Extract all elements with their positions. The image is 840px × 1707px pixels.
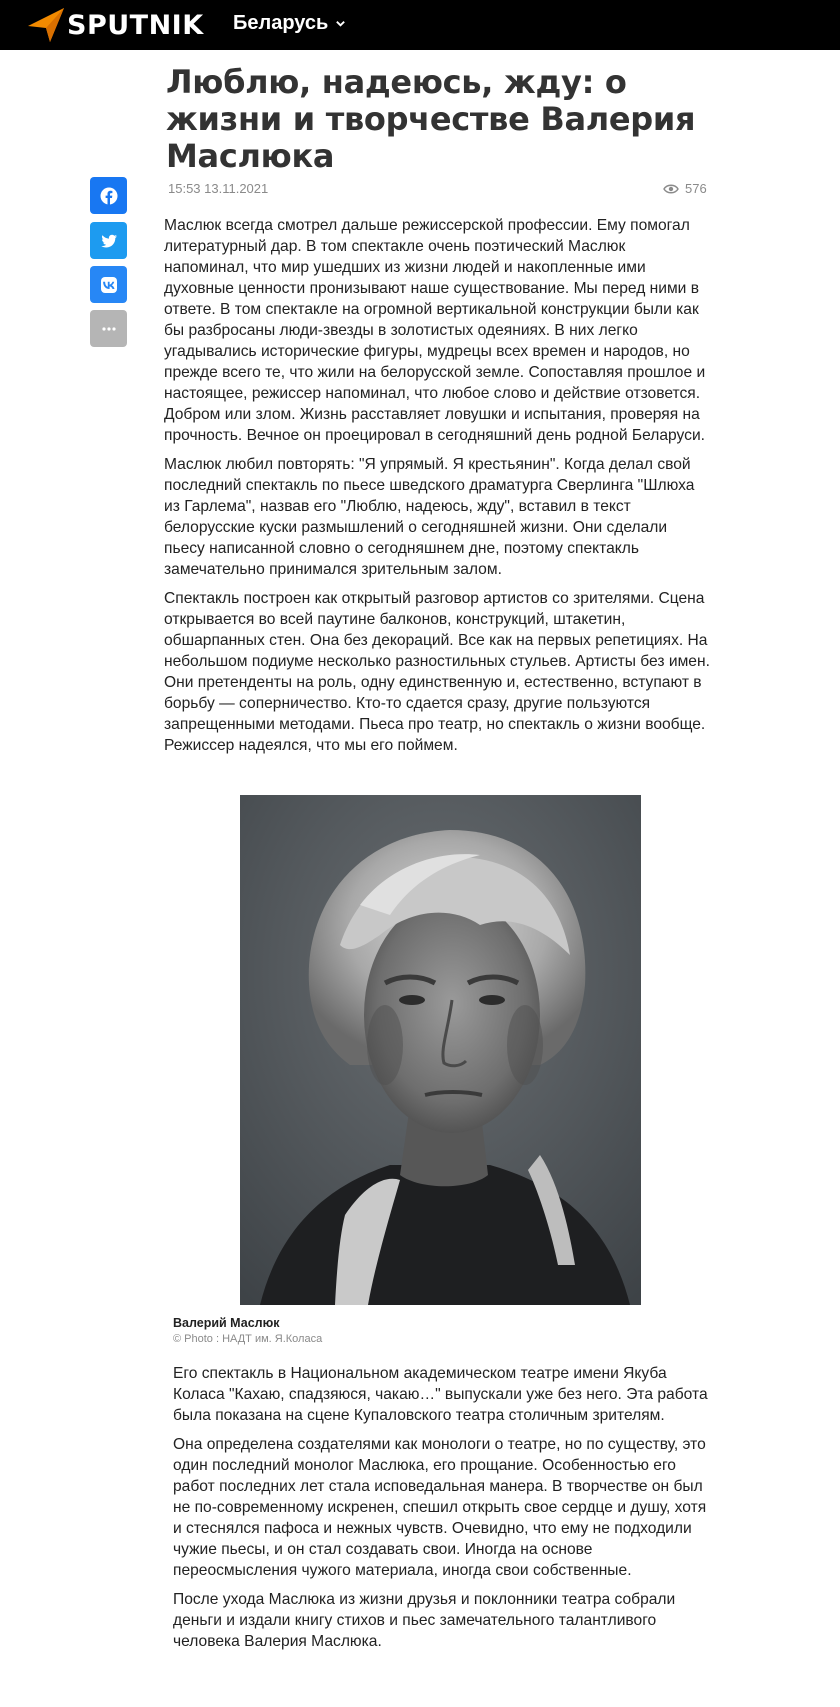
eye-icon <box>663 183 679 195</box>
portrait-image <box>240 795 641 1305</box>
photo-caption: Валерий Маслюк <box>173 1316 280 1330</box>
region-selector[interactable] <box>233 12 346 35</box>
paragraph: Спектакль построен как открытый разговор артистов со зрителями. Сцена открывается во всей паутине балконов, конструкций, штакетин, обшарпанных стен. Она без декораций. Все как на первых репетициях. На небольшом подиуме несколько разностильных стульев. Артисты без имен. Они претенденты на роль, одну единственную и, естественно, вступают в борьбу — соперничество. Кто-то сдается сразу, другие пользуются запрещенными методами. Пьеса про театр, но спектакль о жизни вообще. Режиссер надеялся, что мы его поймем. <box>164 590 710 754</box>
share-facebook-button[interactable] <box>90 177 127 214</box>
article-title: Люблю, надеюсь, жду: о жизни и творчестве Валерия Маслюка <box>166 63 696 175</box>
paragraph: Его спектакль в Национальном академическом театре имени Якуба Коласа "Кахаю, спадзяюся, чакаю…" выпускали уже без него. Эта работа была показана на сцене Купаловского театра столичным зрителям. <box>173 1365 708 1424</box>
sputnik-logo[interactable] <box>26 7 204 43</box>
vk-icon <box>100 276 118 294</box>
view-count: 576 <box>685 181 707 196</box>
logo-text: SPUTNIK <box>67 9 204 41</box>
share-vk-button[interactable] <box>90 266 127 303</box>
view-counter <box>663 181 707 196</box>
paragraph: Она определена создателями как монологи о театре, но по существу, это один последний монолог Маслюка, его прощание. Особенностью его работ последних лет стала исповедальная манера. В творчестве он был не по-современному искренен, спешил открыть свое сердце и душу, хотя и стеснялся пафоса и нежных чувств. Очевидно, что ему не подходили чужие пьесы, и он стал создавать свои. Иногда на основе переосмысления чужого материала, иногда свои собственные. <box>173 1436 707 1579</box>
portrait-photo[interactable] <box>240 795 641 1305</box>
article-body <box>164 215 710 764</box>
photo-credit: © Photo : НАДТ им. Я.Коласа <box>173 1333 323 1345</box>
chevron-down-icon <box>335 18 346 29</box>
share-twitter-button[interactable] <box>90 222 127 259</box>
paragraph: Маслюк любил повторять: "Я упрямый. Я крестьянин". Когда делал свой последний спектакль по пьесе шведского драматурга Сверлинга "Шлюха из Гарлема", назвав его "Люблю, надеюсь, жду", вставил в текст белорусские куски размышлений о сегодняшней жизни. Они сделали пьесу написанной словно о сегодняшнем дне, поэтому спектакль замечательно принимался зрительным залом. <box>164 456 695 578</box>
paragraph: После ухода Маслюка из жизни друзья и поклонники театра собрали деньги и издали книгу стихов и пьес замечательного талантливого человека Валерия Маслюка. <box>173 1591 676 1650</box>
region-label: Беларусь <box>233 12 329 34</box>
sputnik-logo-icon <box>26 6 66 44</box>
article-body-continued <box>173 1363 713 1660</box>
article-timestamp: 15:53 13.11.2021 <box>168 181 269 196</box>
more-icon <box>100 320 118 338</box>
top-navigation-bar <box>0 0 840 50</box>
facebook-icon <box>100 187 118 205</box>
paragraph: Маслюк всегда смотрел дальше режиссерской профессии. Ему помогал литературный дар. В том спектакле очень поэтический Маслюк напоминал, что мир ушедших из жизни людей и накопленные ими духовные ценности пронизывают наше существование. Мы перед ними в ответе. В том спектакле на огромной вертикальной конструкции были как бы разбросаны люди-звезды в золотистых одеяниях. В них легко угадывались исторические фигуры, мудрецы всех времен и народов, но прежде всего те, что жили на белорусской земле. Сопоставляя прошлое и настоящее, режиссер напоминал, что любое слово и действие отзовется. Добром или злом. Жизнь расставляет ловушки и испытания, проверяя на прочность. Вечное он проецировал в сегодняшний день родной Беларуси. <box>164 217 706 444</box>
share-more-button[interactable] <box>90 310 127 347</box>
twitter-icon <box>100 232 118 250</box>
